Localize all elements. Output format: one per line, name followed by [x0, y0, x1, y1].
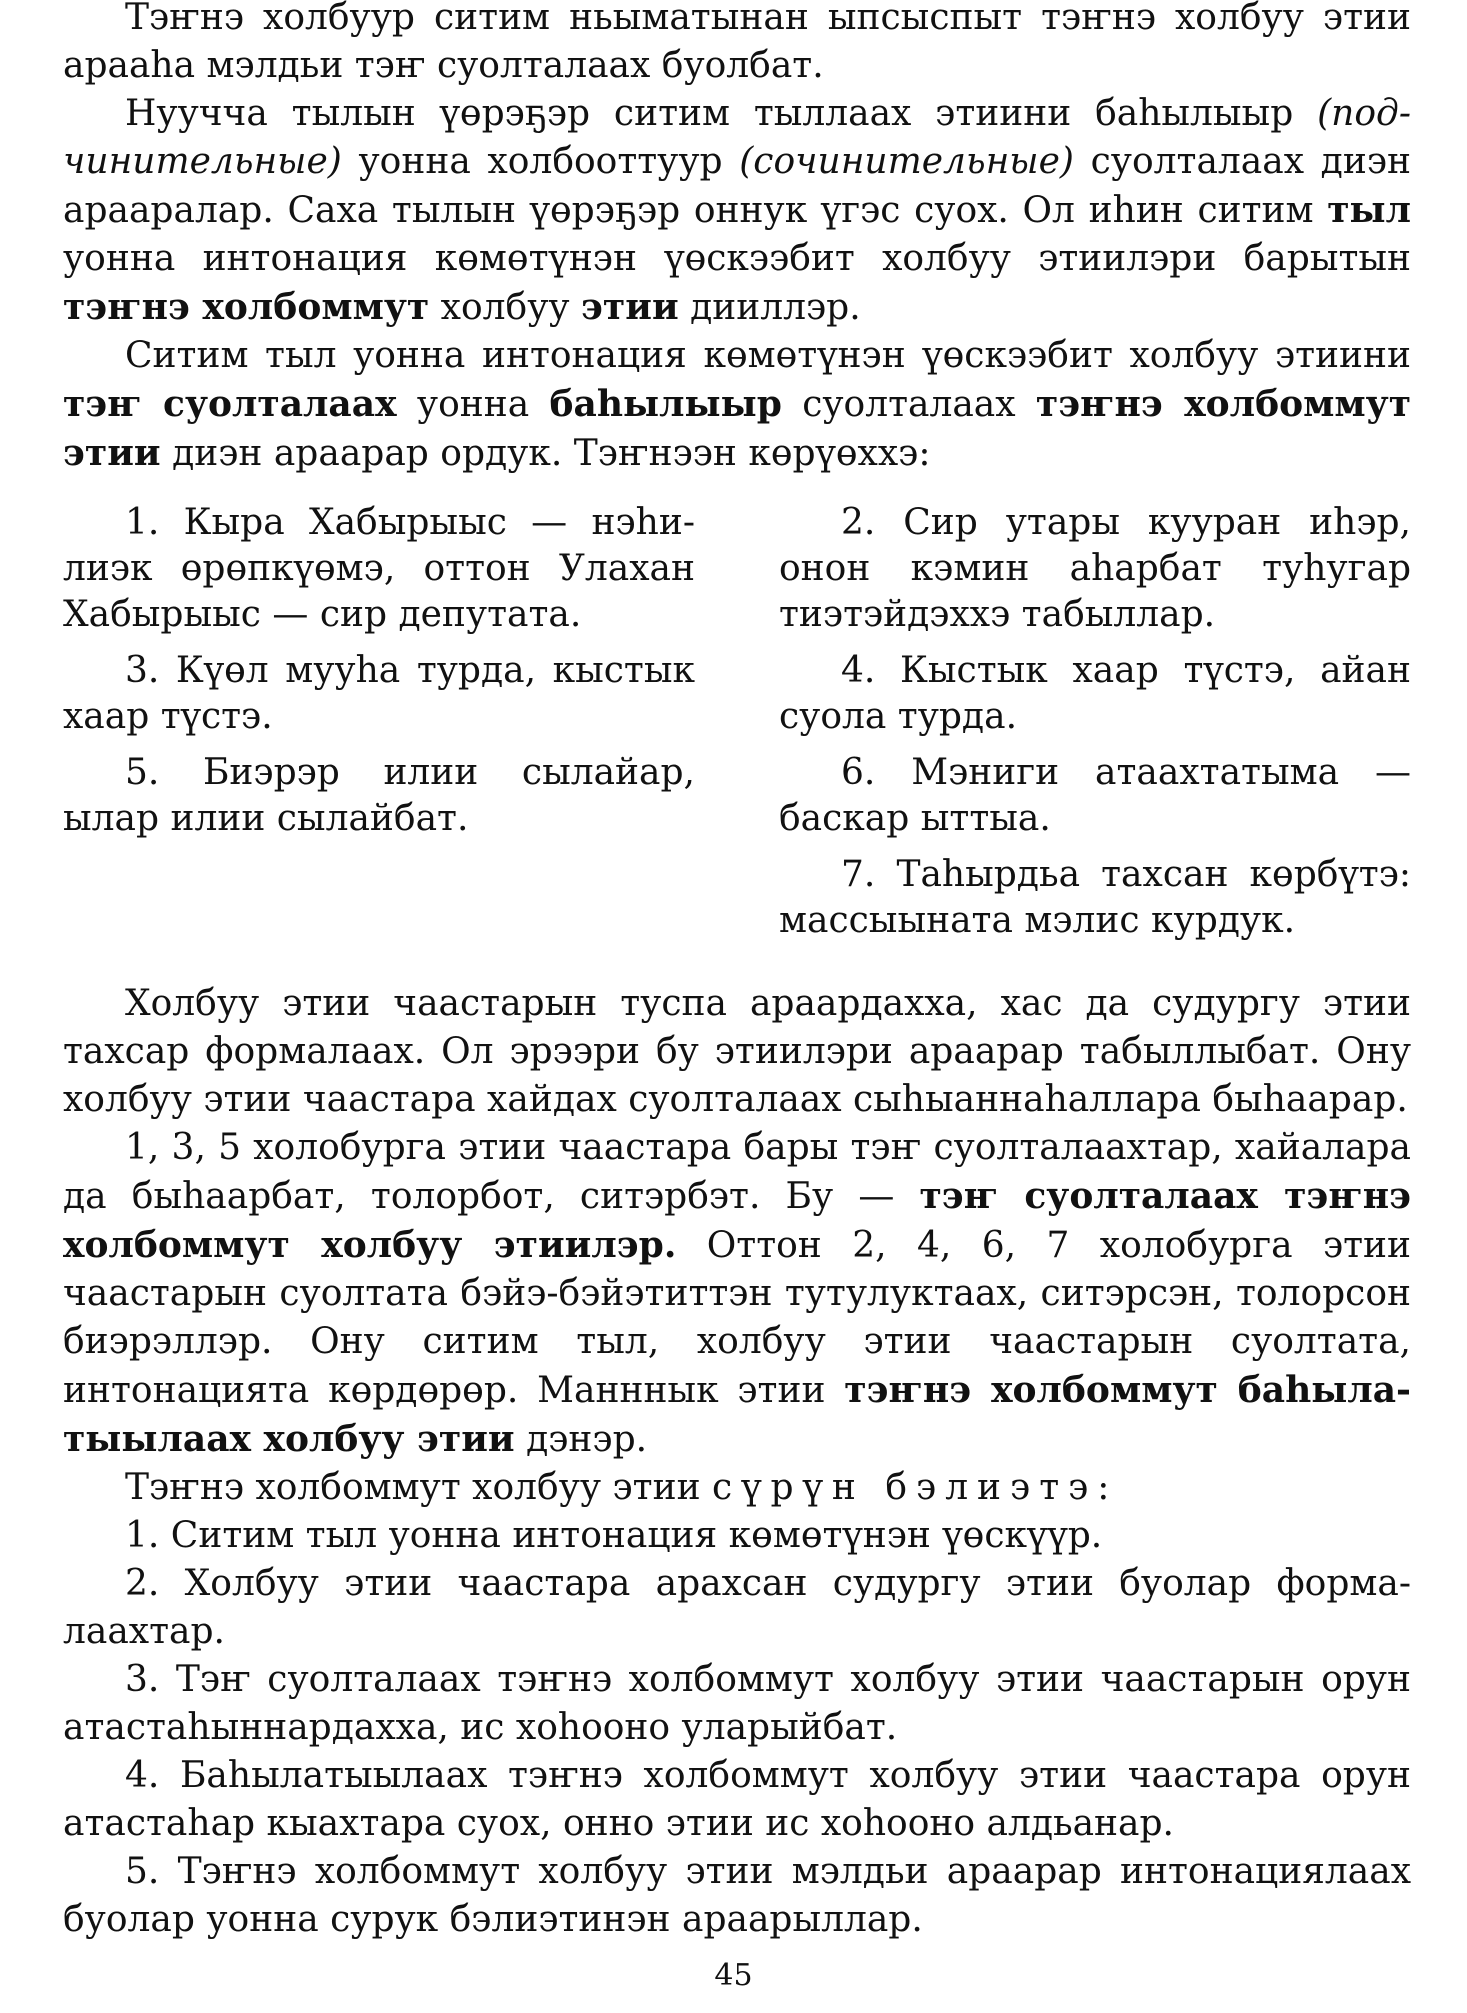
list-item-3: 3. Тэҥ суолталаах тэҥнэ холбоммут холбуу этии чаастарын орун атастаһыннардахха, ис хоһооно уларыйбат. [63, 1659, 1411, 1748]
text-run: суолталаах диэн арааралар. Саха тылын үөрэҕэр оннук үгэс суох. Ол иһин ситим [63, 141, 1411, 231]
text-run: Оттон 2, 4, 6, 7 холобурга этии чаастарын суолтата бэйэ-бэйэтиттэн тутулуктаах, ситэрсэн, толорсон биэрэллэр. Ону ситим тыл, холбуу этии чаастарын суолтата, интонацията көрдөрөр. Манннык этии [63, 1225, 1412, 1411]
italic-term: (подчинительные) [63, 93, 1411, 182]
bold-term: тэҥнэ холбоммут этии [63, 383, 1411, 474]
text-run: уонна [396, 384, 550, 425]
bold-term: тэҥ суолталаах тэҥнэ холбоммут холбуу этиилэр. [63, 1175, 1412, 1266]
paragraph-4: Холбуу этии чаастарын туспа араардахха, хас да судургу этии тахсар формалаах. Ол эрээри бу этиилэри араарар табыллыбат. Ону холбуу этии чаастара хайдах суолталаах сыһыаннаһаллара быһаарар. [63, 983, 1411, 1120]
paragraph-2 [63, 90, 1411, 332]
text-run: : [1097, 1467, 1110, 1508]
text-run: холбуу [429, 287, 582, 328]
text-run: Нуучча тылын үөрэҕэр ситим тыллаах этиини баһылыыр [125, 93, 1318, 134]
example-6: 6. Мэниги атаахтатыма — баскар ыттыа. [779, 752, 1411, 839]
text-run: дииллэр. [678, 287, 861, 328]
paragraph-3 [63, 332, 1411, 478]
text-run: 1, 3, 5 холобурга этии чаастара бары тэҥ суолталаахтар, хайалара да быһаарбат, толорбот, ситэрбэт. Бу — [63, 1127, 1411, 1217]
text-run: Ситим тыл уонна интонация көмөтүнэн үөскээбит холбуу этиини [125, 335, 1411, 376]
text-run: Тэҥнэ холбоммут холбуу этии [125, 1467, 713, 1508]
example-2: 2. Сир утары кууран иһэр, онон кэмин аһарбат туһугар тиэтэйдэххэ табыллар. [779, 502, 1411, 635]
bold-term: этии [581, 286, 679, 328]
list-item-2: 2. Холбуу этии чаастара арахсан судургу этии буолар формалаахтар. [63, 1563, 1411, 1652]
page [63, 0, 1411, 1944]
bold-term: баһылыыр [549, 383, 782, 425]
italic-term: (сочинительные) [739, 141, 1074, 182]
bold-term: тэҥнэ холбоммут баһылатыылаах холбуу этии [63, 1369, 1411, 1460]
list-item-4: 4. Баһылатыылаах тэҥнэ холбоммут холбуу этии чаастара орун атастаһар кыахтара суох, онно этии ис хоһооно алдьанар. [63, 1755, 1411, 1844]
text-run: дэнэр. [514, 1419, 648, 1460]
example-5: 5. Биэрэр илии сылайар, ылар илии сылайбат. [63, 752, 695, 839]
list-item-1: 1. Ситим тыл уонна интонация көмөтүнэн үөскүүр. [125, 1515, 1103, 1556]
bold-term: тыл [1327, 189, 1411, 231]
example-1: 1. Кыра Хабырыыс — нэһилиэк өрөпкүөмэ, оттон Улахан Хабырыыс — сир депутата. [63, 502, 695, 635]
examples-left-column [63, 500, 695, 954]
paragraph-1: Тэҥнэ холбуур ситим ньыматынан ыпсыспыт тэҥнэ холбуу этии арааһа мэлдьи тэҥ суолталаах буолбат. [63, 0, 1411, 86]
paragraph-6 [63, 1464, 1411, 1512]
bold-term: тэҥ суолталаах [63, 383, 397, 425]
bold-term: тэҥнэ холбоммут [63, 286, 430, 328]
text-run: суолталаах [781, 384, 1036, 425]
example-4: 4. Кыстык хаар түстэ, айан суола турда. [779, 650, 1411, 737]
page-number: 45 [714, 1958, 753, 1993]
list-item-5: 5. Тэҥнэ холбоммут холбуу этии мэлдьи араарар интонациялаах буолар уонна сурук бэлиэтинэн араарыллар. [63, 1851, 1411, 1940]
text-run: диэн араарар ордук. Тэҥнээн көрүөххэ: [160, 433, 931, 474]
examples-right-column [779, 500, 1411, 954]
text-run: уонна интонация көмөтүнэн үөскээбит холбуу этиилэри барытын [63, 238, 1411, 279]
spaced-term: сүрүн бэлиэтэ [712, 1467, 1098, 1508]
paragraph-5 [63, 1124, 1411, 1464]
example-3: 3. Күөл мууһа турда, кыстык хаар түстэ. [63, 650, 695, 737]
example-7: 7. Таһырдьа тахсан көрбүтэ: массыыната мэлис курдук. [779, 854, 1411, 941]
examples-block [63, 500, 1411, 954]
text-run: уонна холбооттуур [341, 141, 740, 182]
